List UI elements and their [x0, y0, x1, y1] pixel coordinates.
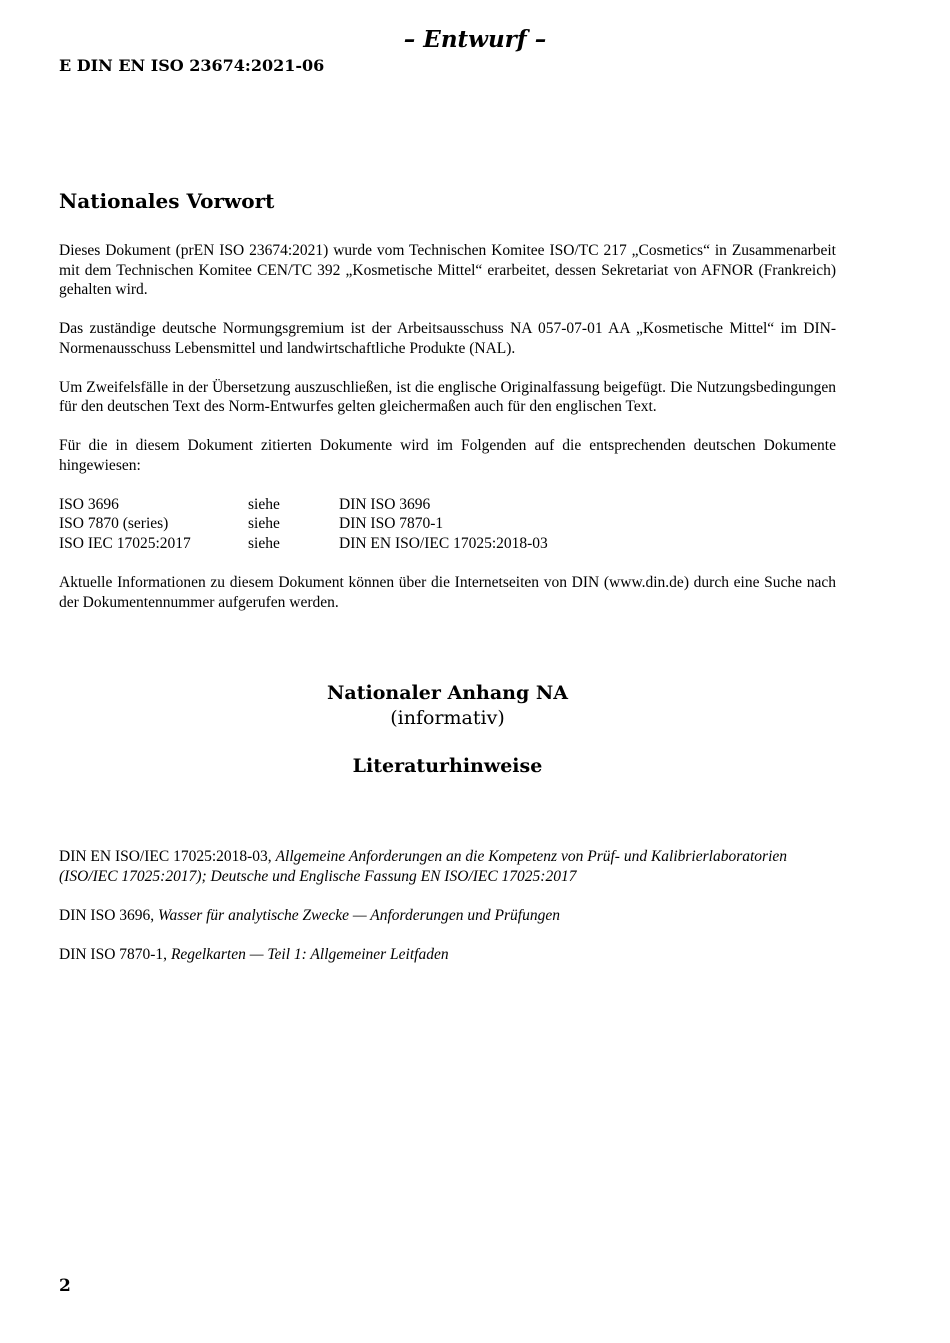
bibliography-entry	[59, 945, 836, 965]
draft-mark: – Entwurf –	[403, 26, 547, 53]
annex-heading	[59, 681, 836, 779]
foreword-paragraph: Für die in diesem Dokument zitierten Dokumente wird im Folgenden auf die entsprechenden deutschen Dokumente hingewiesen:	[59, 437, 836, 474]
foreword-paragraph: Das zuständige deutsche Normungsgremium ist der Arbeitsausschuss NA 057-07-01 AA „Kosmetische Mittel“ im DIN-Normenausschuss Lebensmittel und landwirtschaftliche Produkte (NAL).	[59, 320, 836, 357]
foreword-paragraph: Dieses Dokument (prEN ISO 23674:2021) wurde vom Technischen Komitee ISO/TC 217 „Cosmetics“ in Zusammenarbeit mit dem Technischen Komitee CEN/TC 392 „Kosmetische Mittel“ erarbeitet, dessen Sekretariat von AFNOR (Frankreich) gehalten wird.	[59, 242, 836, 298]
bibliography-entry	[59, 906, 836, 926]
see-label: siehe	[248, 515, 280, 532]
reference-table	[59, 495, 548, 554]
entry-title: Wasser für analytische Zwecke — Anforderungen und Prüfungen	[158, 906, 560, 924]
page-number: 2	[59, 1276, 71, 1296]
reference-row	[59, 534, 548, 554]
bibliography-title: Literaturhinweise	[352, 755, 543, 777]
iso-reference: ISO 3696	[59, 495, 119, 513]
annex-subtitle: (informativ)	[390, 707, 505, 729]
foreword-paragraph: Um Zweifelsfälle in der Übersetzung auszuschließen, ist die englische Originalfassung beigefügt. Die Nutzungsbedingungen für den deutschen Text des Norm-Entwurfes gelten gleichermaßen auch für den englischen Text.	[59, 378, 836, 415]
annex-title: Nationaler Anhang NA	[327, 682, 568, 704]
entry-title: Regelkarten — Teil 1: Allgemeiner Leitfaden	[170, 945, 449, 963]
din-reference: DIN ISO 7870-1	[339, 515, 444, 532]
din-reference: DIN EN ISO/IEC 17025:2018-03	[339, 534, 548, 552]
see-label: siehe	[248, 534, 280, 552]
see-label: siehe	[248, 495, 280, 513]
foreword-closing: Aktuelle Informationen zu diesem Dokument können über die Internetseiten von DIN (www.din.de) durch eine Suche nach der Dokumentennummer aufgerufen werden.	[59, 574, 836, 611]
din-reference: DIN ISO 3696	[339, 495, 431, 513]
bibliography	[59, 847, 836, 964]
iso-reference: ISO IEC 17025:2017	[59, 534, 191, 552]
entry-reference: DIN EN ISO/IEC 17025:2018-03,	[59, 848, 276, 865]
reference-row	[59, 514, 548, 534]
page-content	[59, 186, 836, 984]
foreword-title: Nationales Vorwort	[59, 189, 275, 213]
entry-reference: DIN ISO 3696,	[59, 906, 159, 924]
bibliography-entry	[59, 847, 836, 886]
entry-title: Allgemeine Anforderungen an die Kompetenz von Prüf- und Kalibrierlaboratorien (ISO/IEC 17025:2017); Deutsche und Englische Fassung EN ISO/IEC 17025:2017	[59, 848, 788, 885]
entry-reference: DIN ISO 7870-1,	[59, 945, 171, 963]
document-id: E DIN EN ISO 23674:2021-06	[59, 56, 325, 75]
iso-reference: ISO 7870 (series)	[59, 515, 169, 532]
reference-row	[59, 495, 548, 515]
